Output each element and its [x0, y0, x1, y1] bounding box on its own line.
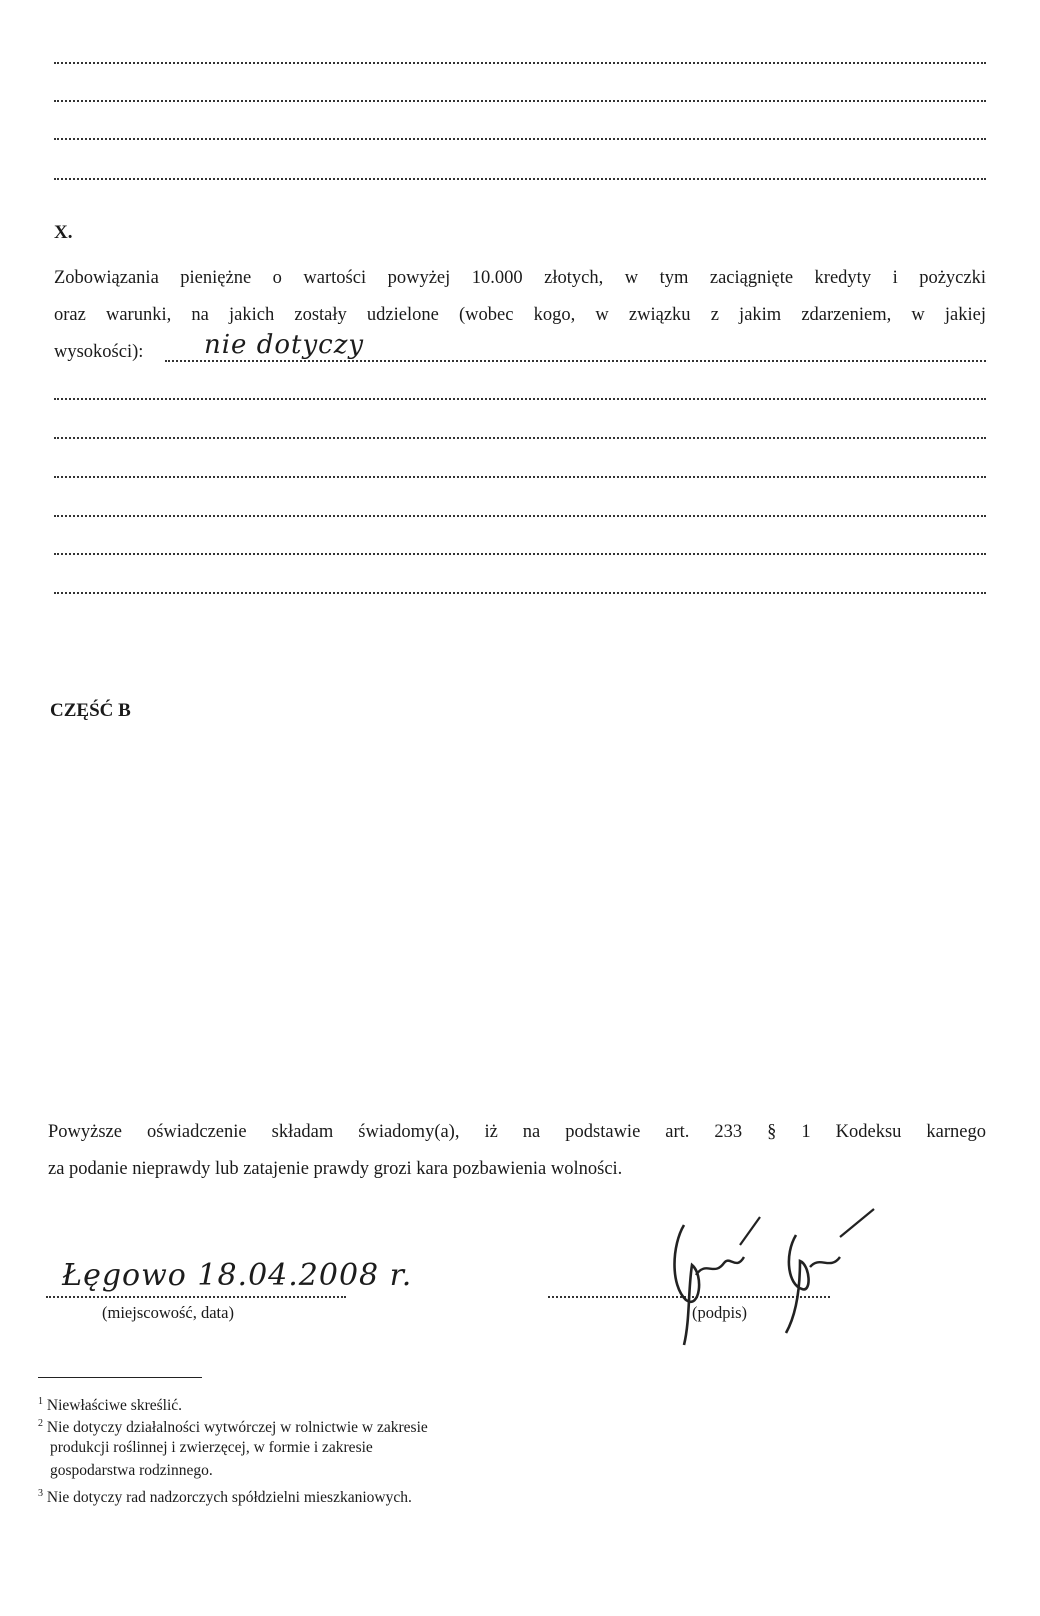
- footnote: [38, 1392, 182, 1416]
- footnote-text: Niewłaściwe skreślić.: [46, 1397, 183, 1415]
- place-date-label: (miejscowość, data): [102, 1303, 234, 1322]
- footnote-marker: 1: [38, 1396, 43, 1407]
- answer-line: [54, 178, 986, 180]
- answer-line: [54, 62, 986, 64]
- declaration-line: Powyższe oświadczenie składam świadomy(a), iż na podstawie art. 233 § 1 Kodeksu karnego: [48, 1122, 986, 1142]
- declaration-line: za podanie nieprawdy lub zatajenie prawdy grozi kara pozbawienia wolności.: [48, 1159, 623, 1179]
- footnote: [38, 1414, 428, 1438]
- footnote: [38, 1484, 412, 1508]
- signature-label: (podpis): [692, 1303, 747, 1322]
- paragraph-line: oraz warunki, na jakich zostały udzielone (wobec kogo, w związku z jakim zdarzeniem, w jakiej: [54, 305, 986, 325]
- answer-line: [54, 592, 986, 594]
- answer-line: [165, 360, 986, 362]
- part-b-heading: CZĘŚĆ B: [50, 700, 131, 721]
- footnote-marker: 2: [38, 1418, 43, 1429]
- footnote-continuation: gospodarstwa rodzinnego.: [50, 1462, 213, 1479]
- declaration: [48, 1114, 986, 1188]
- footnote-text: Nie dotyczy rad nadzorczych spółdzielni mieszkaniowych.: [46, 1489, 412, 1507]
- amount-label: wysokości):: [54, 342, 144, 362]
- footnote-text: Nie dotyczy działalności wytwórczej w rolnictwie w zakresie: [46, 1419, 428, 1437]
- answer-line: [54, 100, 986, 102]
- footnote-continuation: produkcji roślinnej i zwierzęcej, w formie i zakresie: [50, 1439, 373, 1456]
- answer-line: [54, 437, 986, 439]
- handwritten-place-date: Łęgowo 18.04.2008 r.: [62, 1258, 413, 1293]
- footnote-marker: 3: [38, 1488, 43, 1499]
- answer-line: [54, 515, 986, 517]
- answer-line: [54, 398, 986, 400]
- section-x-paragraph: [54, 260, 986, 334]
- handwritten-answer: nie dotyczy: [204, 330, 365, 360]
- footnote-separator: [38, 1377, 202, 1378]
- answer-line: [54, 553, 986, 555]
- signature-image: [660, 1205, 890, 1350]
- answer-line: [54, 138, 986, 140]
- answer-line: [54, 476, 986, 478]
- section-heading: X.: [54, 222, 73, 243]
- paragraph-line: Zobowiązania pieniężne o wartości powyżej 10.000 złotych, w tym zaciągnięte kredyty i pożyczki: [54, 268, 986, 288]
- place-date-line: [46, 1296, 346, 1298]
